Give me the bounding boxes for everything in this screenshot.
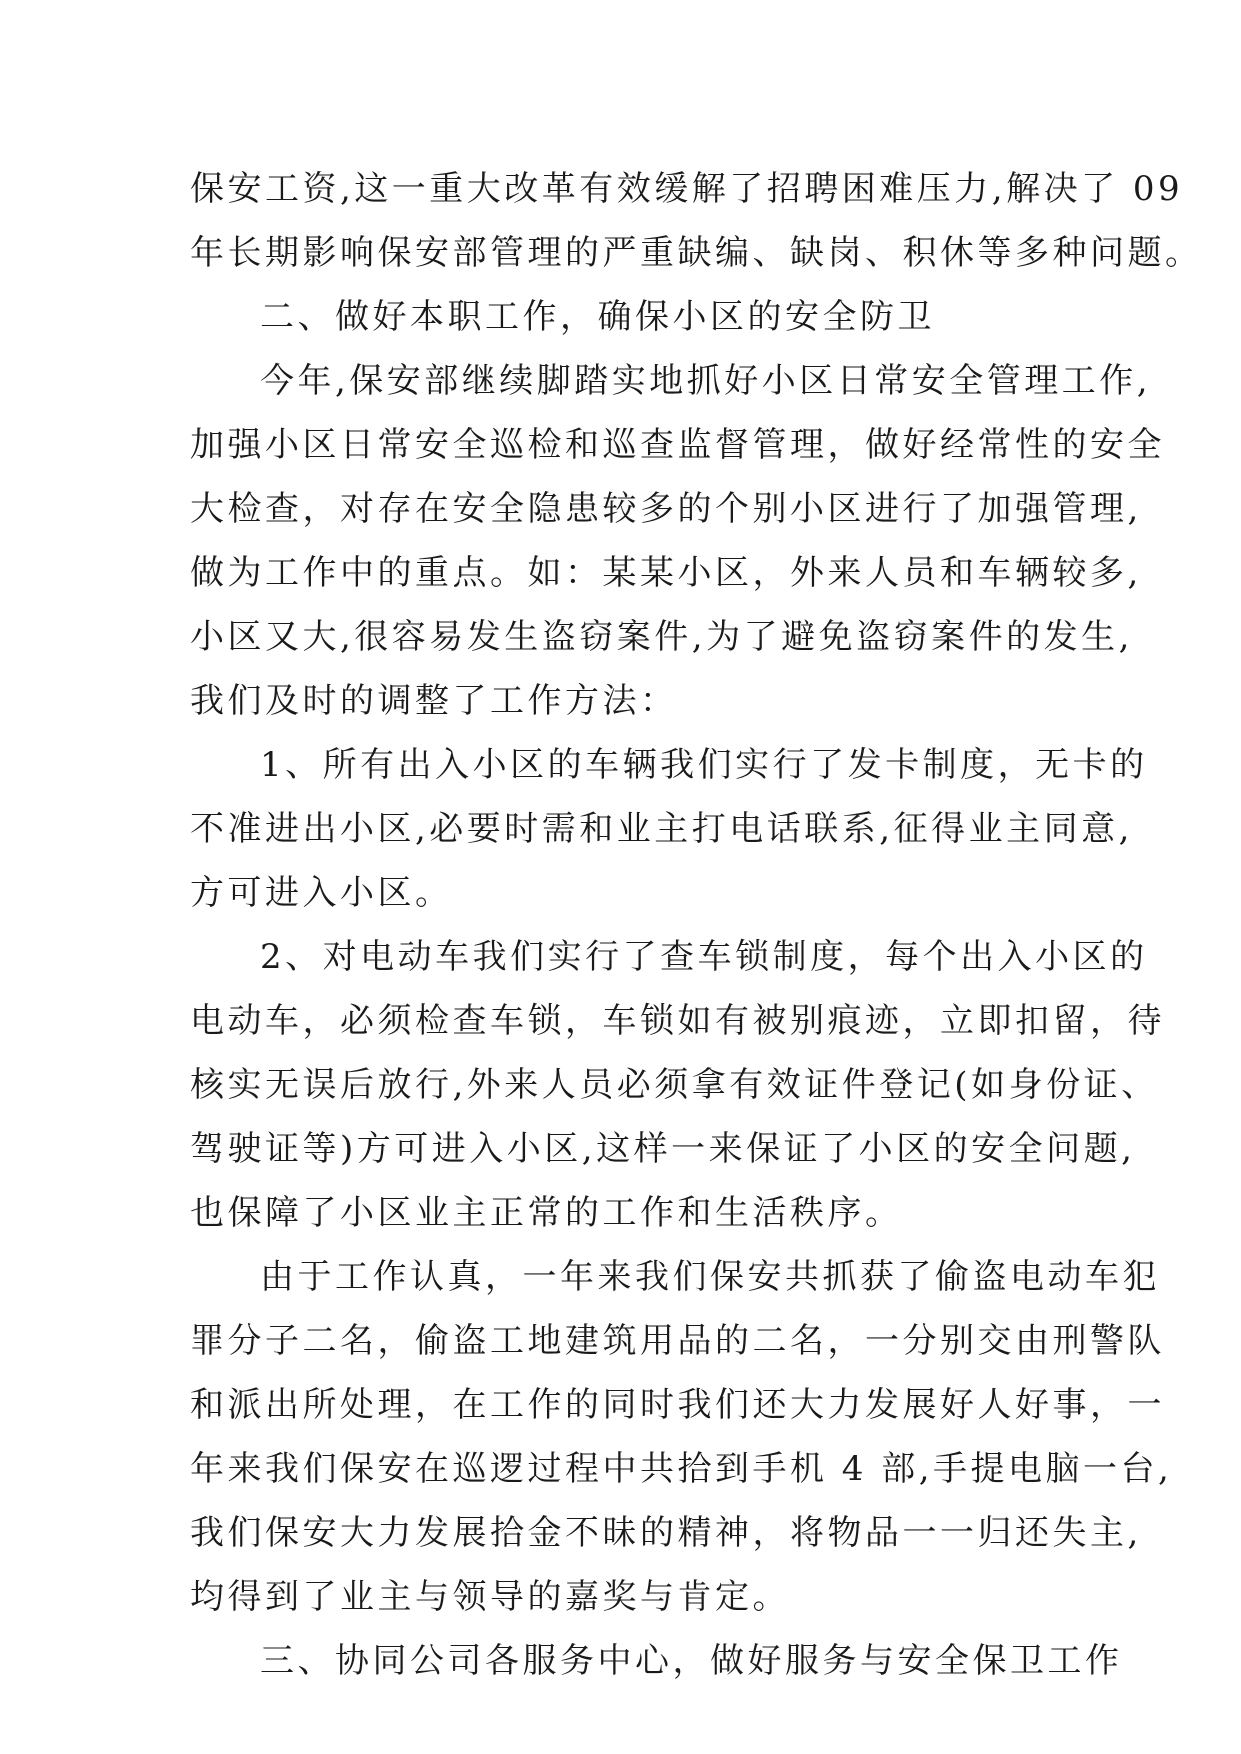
section-heading: 三、协同公司各服务中心，做好服务与安全保卫工作: [260, 1641, 1123, 1681]
text-line: 核实无误后放行,外来人员必须拿有效证件登记(如身份证、: [190, 1065, 1159, 1105]
text-line: 均得到了业主与领导的嘉奖与肯定。: [190, 1577, 790, 1617]
document-body: [190, 157, 1203, 1693]
text-line: 小区又大,很容易发生盗窃案件,为了避免盗窃案件的发生,: [190, 617, 1133, 657]
text-line: 电动车，必须检查车锁，车锁如有被别痕迹，立即扣留，待: [190, 1001, 1165, 1041]
text-line: 由于工作认真，一年来我们保安共抓获了偷盗电动车犯: [260, 1257, 1160, 1297]
text-line: 我们保安大力发展拾金不昧的精神，将物品一一归还失主,: [190, 1513, 1142, 1553]
text-line: 做为工作中的重点。如：某某小区，外来人员和车辆较多,: [190, 553, 1142, 593]
text-line: 大检查，对存在安全隐患较多的个别小区进行了加强管理,: [190, 489, 1142, 529]
list-item-text: 2、对电动车我们实行了查车锁制度，每个出入小区的: [260, 937, 1148, 977]
text-line: 我们及时的调整了工作方法：: [190, 681, 678, 721]
text-line: 不准进出小区,必要时需和业主打电话联系,征得业主同意,: [190, 809, 1133, 849]
text-line: 罪分子二名，偷盗工地建筑用品的二名，一分别交由刑警队: [190, 1321, 1165, 1361]
text-line: 加强小区日常安全巡检和巡查监督管理，做好经常性的安全: [190, 425, 1165, 465]
section-heading: 二、做好本职工作，确保小区的安全防卫: [260, 297, 935, 337]
text-line: 也保障了小区业主正常的工作和生活秩序。: [190, 1193, 903, 1233]
text-line: 和派出所处理，在工作的同时我们还大力发展好人好事，一: [190, 1385, 1165, 1425]
text-line: 年长期影响保安部管理的严重缺编、缺岗、积休等多种问题。: [190, 233, 1203, 273]
text-line: 今年,保安部继续脚踏实地抓好小区日常安全管理工作,: [260, 361, 1152, 401]
text-line: 保安工资,这一重大改革有效缓解了招聘困难压力,解决了 09: [190, 169, 1184, 209]
text-line: 年来我们保安在巡逻过程中共拾到手机 4 部,手提电脑一台,: [190, 1449, 1173, 1489]
text-line: 驾驶证等)方可进入小区,这样一来保证了小区的安全问题,: [190, 1129, 1136, 1169]
list-item-text: 1、所有出入小区的车辆我们实行了发卡制度，无卡的: [260, 745, 1148, 785]
text-line: 方可进入小区。: [190, 873, 453, 913]
